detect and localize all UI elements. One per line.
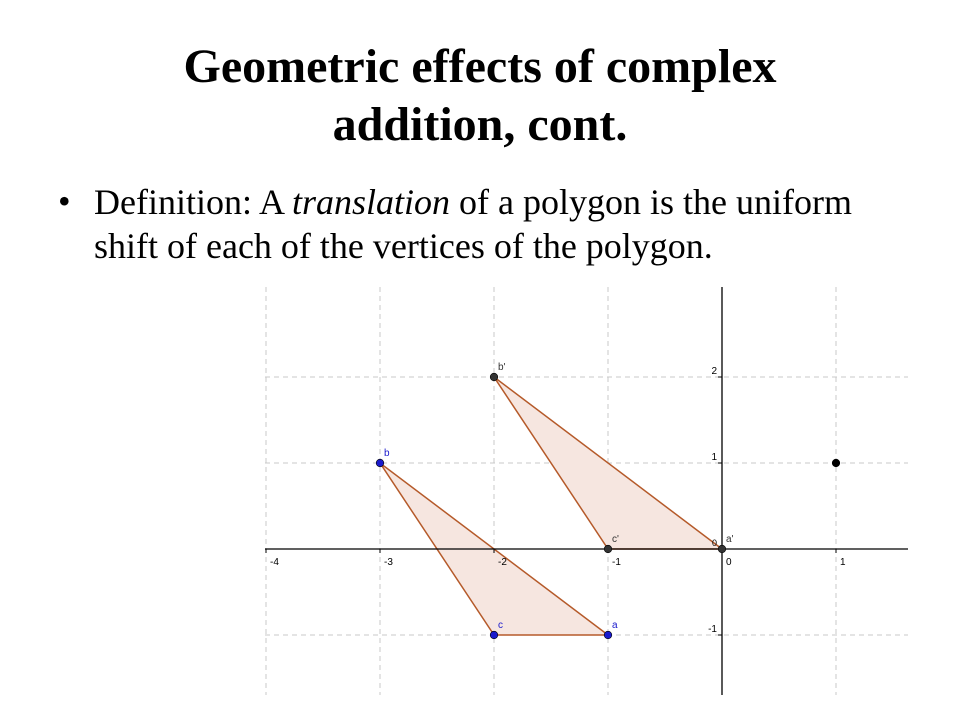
definition-suffix: of a polygon is the uniform shift of each of the vertices of the polygon. <box>94 182 852 266</box>
point-b <box>376 459 384 467</box>
bullet-marker: • <box>58 181 71 221</box>
point-c <box>490 631 498 639</box>
x-tick-label: 0 <box>726 557 732 568</box>
point-label-c_prime: c' <box>612 534 619 545</box>
x-tick-label: 1 <box>840 557 846 568</box>
x-tick-label: -2 <box>498 557 507 568</box>
point-shift <box>832 459 840 467</box>
x-tick-label: -4 <box>270 557 279 568</box>
point-a <box>604 631 612 639</box>
point-c_prime <box>604 545 612 553</box>
point-label-c: c <box>498 620 503 631</box>
point-label-b_prime: b' <box>498 362 506 373</box>
point-label-a: a <box>612 620 618 631</box>
title-line-1: Geometric effects of complex <box>183 40 777 93</box>
point-label-b: b <box>384 448 390 459</box>
x-tick-label: -3 <box>384 557 393 568</box>
y-tick-label: -1 <box>708 624 717 635</box>
title-line-2: addition, cont. <box>332 98 628 151</box>
point-a_prime <box>718 545 726 553</box>
definition-prefix: Definition: A <box>94 182 292 222</box>
origin-label: 0 <box>711 538 717 548</box>
point-label-a_prime: a' <box>726 534 734 545</box>
definition-term: translation <box>292 182 451 222</box>
x-tick-label: -1 <box>612 557 621 568</box>
y-tick-label: 1 <box>711 452 717 463</box>
y-tick-label: 2 <box>711 366 717 377</box>
point-b_prime <box>490 373 498 381</box>
